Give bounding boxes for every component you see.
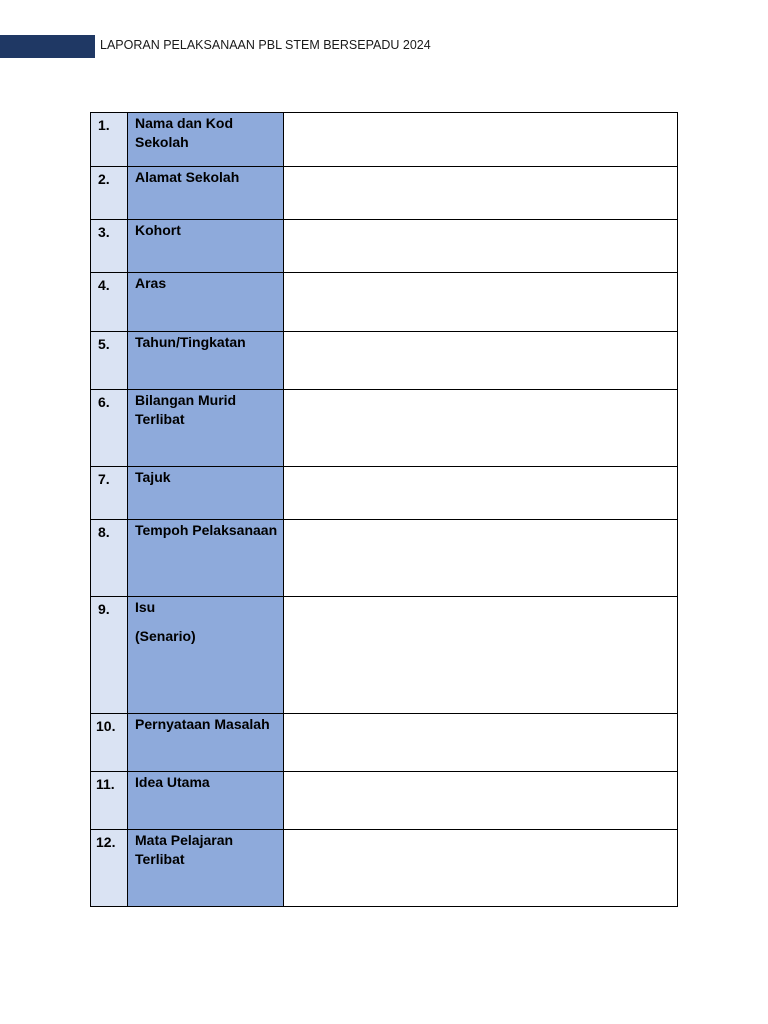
row-number-cell <box>91 597 128 714</box>
row-value-cell[interactable] <box>284 772 678 830</box>
row-label-cell <box>128 113 284 167</box>
row-number-cell <box>91 467 128 520</box>
row-sublabel: (Senario) <box>135 628 196 644</box>
row-value-cell[interactable] <box>284 390 678 467</box>
row-value <box>284 273 677 274</box>
row-label: Tajuk <box>135 469 171 485</box>
row-number: 3. <box>98 224 110 240</box>
row-number-cell <box>91 714 128 772</box>
row-number: 12. <box>96 834 116 850</box>
row-number-cell <box>91 830 128 907</box>
row-number-cell <box>91 772 128 830</box>
row-label: Tempoh Pelaksanaan <box>135 522 278 538</box>
row-value-cell[interactable] <box>284 332 678 390</box>
row-value <box>284 772 677 773</box>
row-label: Bilangan Murid Terlibat <box>135 392 237 427</box>
row-number: 4. <box>98 277 110 293</box>
header-accent-bar <box>0 35 95 58</box>
table-row <box>91 220 678 273</box>
table-row <box>91 332 678 390</box>
row-label-cell <box>128 390 284 467</box>
table-row <box>91 830 678 907</box>
row-value-cell[interactable] <box>284 467 678 520</box>
row-number-cell <box>91 220 128 273</box>
row-value-cell[interactable] <box>284 220 678 273</box>
row-label: Aras <box>135 275 167 291</box>
row-number-cell <box>91 113 128 167</box>
row-value-cell[interactable] <box>284 597 678 714</box>
row-value-cell[interactable] <box>284 830 678 907</box>
row-value <box>284 167 677 168</box>
row-number-cell <box>91 390 128 467</box>
row-number-cell <box>91 273 128 332</box>
table-row <box>91 390 678 467</box>
row-label-cell <box>128 597 284 714</box>
row-number-cell <box>91 520 128 597</box>
row-label: Kohort <box>135 222 181 238</box>
row-value-cell[interactable] <box>284 113 678 167</box>
row-number: 1. <box>98 117 110 133</box>
row-label-cell <box>128 467 284 520</box>
row-number-cell <box>91 167 128 220</box>
row-number: 8. <box>98 524 110 540</box>
row-value <box>284 390 677 391</box>
row-label: Isu <box>135 599 156 615</box>
row-number: 10. <box>96 718 116 734</box>
row-number: 2. <box>98 171 110 187</box>
table-row <box>91 467 678 520</box>
row-label: Tahun/Tingkatan <box>135 334 246 350</box>
row-number: 6. <box>98 394 110 410</box>
row-label: Mata Pelajaran Terlibat <box>135 832 234 867</box>
row-value <box>284 332 677 333</box>
row-value <box>284 467 677 468</box>
row-value <box>284 830 677 831</box>
row-label-cell <box>128 520 284 597</box>
row-label-cell <box>128 273 284 332</box>
row-label: Idea Utama <box>135 774 210 790</box>
table-row <box>91 167 678 220</box>
row-value <box>284 113 677 114</box>
table-row <box>91 273 678 332</box>
row-label-cell <box>128 830 284 907</box>
row-label: Alamat Sekolah <box>135 169 240 185</box>
row-number: 11. <box>96 776 115 792</box>
table-row <box>91 113 678 167</box>
row-value-cell[interactable] <box>284 273 678 332</box>
row-value-cell[interactable] <box>284 714 678 772</box>
row-label-cell <box>128 772 284 830</box>
row-label-cell <box>128 332 284 390</box>
row-value <box>284 597 677 598</box>
table-row <box>91 597 678 714</box>
row-value-cell[interactable] <box>284 520 678 597</box>
row-label-cell <box>128 714 284 772</box>
row-value <box>284 520 677 521</box>
row-number: 9. <box>98 601 110 617</box>
row-number: 5. <box>98 336 110 352</box>
row-label-cell <box>128 220 284 273</box>
table-row <box>91 772 678 830</box>
table-row <box>91 520 678 597</box>
row-label: Pernyataan Masalah <box>135 716 270 732</box>
row-number: 7. <box>98 471 110 487</box>
header-title: LAPORAN PELAKSANAAN PBL STEM BERSEPADU 2024 <box>100 38 431 52</box>
row-label-cell <box>128 167 284 220</box>
row-value <box>284 714 677 715</box>
row-label: Nama dan Kod Sekolah <box>135 115 234 150</box>
row-number-cell <box>91 332 128 390</box>
row-value-cell[interactable] <box>284 167 678 220</box>
row-value <box>284 220 677 221</box>
table-row <box>91 714 678 772</box>
report-form-table <box>90 112 678 907</box>
